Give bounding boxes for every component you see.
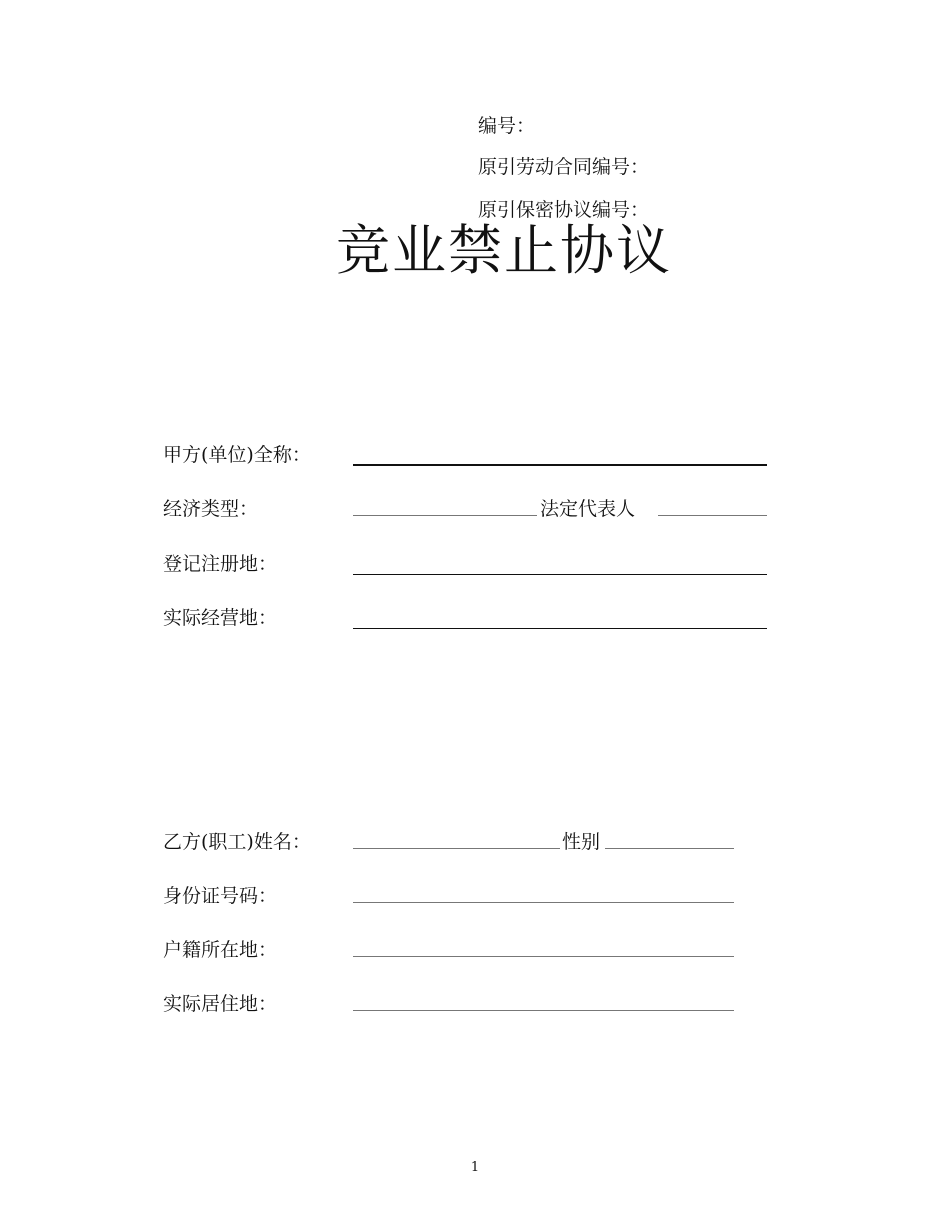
party-b-name-label: 乙方(职工)姓名： <box>163 831 311 853</box>
gender-field[interactable] <box>605 848 734 849</box>
actual-residence-label: 实际居住地： <box>163 993 278 1015</box>
party-b-name-field[interactable] <box>353 848 560 849</box>
gender-label: 性别 <box>562 831 601 853</box>
contract-number-label: 编号： <box>478 115 536 137</box>
confidentiality-agreement-number-label: 原引保密协议编号： <box>478 199 650 221</box>
business-address-field[interactable] <box>353 628 767 629</box>
household-registration-field[interactable] <box>353 956 734 957</box>
actual-residence-field[interactable] <box>353 1010 734 1011</box>
household-registration-label: 户籍所在地： <box>163 939 278 961</box>
registered-address-field[interactable] <box>353 574 767 575</box>
business-address-label: 实际经营地： <box>163 607 278 629</box>
party-a-full-name-label: 甲方(单位)全称： <box>163 444 311 466</box>
labor-contract-number-label: 原引劳动合同编号： <box>478 156 650 178</box>
id-number-label: 身份证号码： <box>163 885 278 907</box>
party-a-full-name-field[interactable] <box>353 464 767 466</box>
legal-representative-field[interactable] <box>658 515 767 516</box>
document-title: 竞业禁止协议 <box>336 219 672 282</box>
id-number-field[interactable] <box>353 902 734 903</box>
page-number: 1 <box>470 1160 480 1175</box>
economic-type-field[interactable] <box>353 515 537 516</box>
legal-representative-label: 法定代表人 <box>540 498 636 520</box>
registered-address-label: 登记注册地： <box>163 553 278 575</box>
economic-type-label: 经济类型： <box>163 498 259 520</box>
